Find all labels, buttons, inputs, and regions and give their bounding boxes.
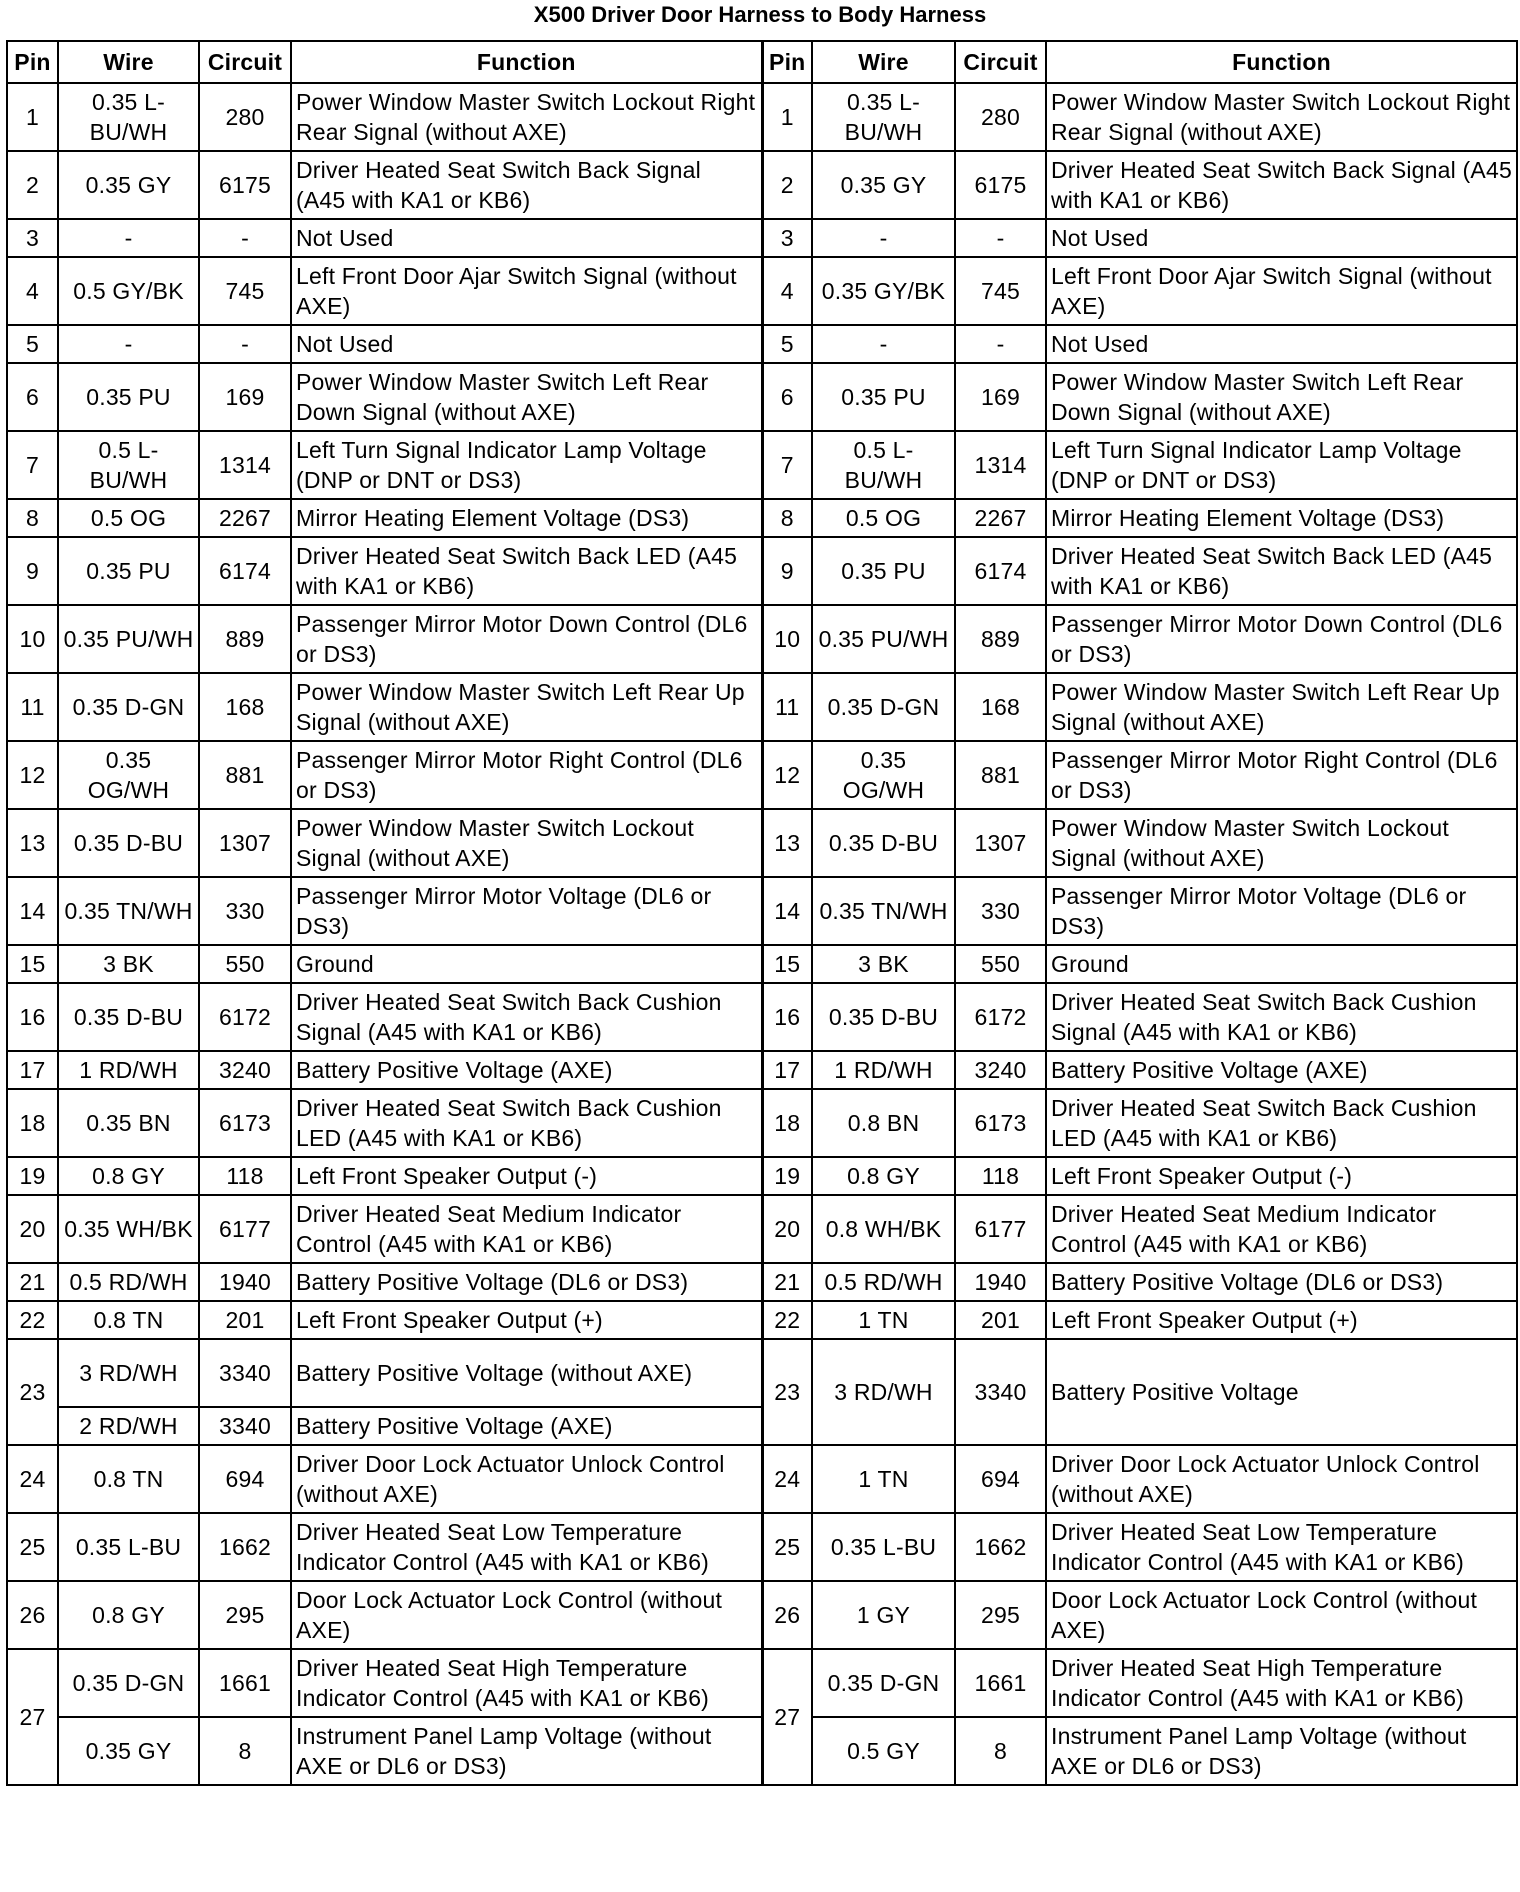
circuit-cell: 6172	[199, 983, 291, 1051]
wire-cell: 0.35 L-BU/WH	[812, 83, 955, 151]
pin-cell: 4	[762, 257, 812, 325]
circuit-cell: 295	[199, 1581, 291, 1649]
pin-cell: 18	[762, 1089, 812, 1157]
table-row	[7, 1051, 1517, 1089]
wire-cell: 0.35 GY/BK	[812, 257, 955, 325]
circuit-cell: 694	[199, 1445, 291, 1513]
pin-cell: 23	[7, 1339, 58, 1445]
function-cell: Battery Positive Voltage (AXE)	[291, 1407, 762, 1445]
function-cell: Left Turn Signal Indicator Lamp Voltage (DNP or DNT or DS3)	[291, 431, 762, 499]
circuit-cell: 1661	[955, 1649, 1046, 1717]
wire-cell: 0.35 BN	[58, 1089, 199, 1157]
function-cell: Passenger Mirror Motor Right Control (DL6 or DS3)	[1046, 741, 1517, 809]
pin-cell: 2	[7, 151, 58, 219]
function-cell: Left Front Speaker Output (+)	[1046, 1301, 1517, 1339]
circuit-cell: 8	[199, 1717, 291, 1785]
pin-cell: 22	[7, 1301, 58, 1339]
circuit-cell: 694	[955, 1445, 1046, 1513]
circuit-cell: 118	[199, 1157, 291, 1195]
function-cell: Driver Heated Seat Switch Back Cushion Signal (A45 with KA1 or KB6)	[1046, 983, 1517, 1051]
wire-cell: 0.5 L-BU/WH	[812, 431, 955, 499]
wire-cell: 0.35 D-GN	[812, 673, 955, 741]
table-row	[7, 499, 1517, 537]
pin-cell: 10	[762, 605, 812, 673]
pin-cell: 17	[762, 1051, 812, 1089]
wire-cell: 0.35 GY	[58, 151, 199, 219]
circuit-cell: 118	[955, 1157, 1046, 1195]
circuit-cell: 550	[199, 945, 291, 983]
function-cell: Mirror Heating Element Voltage (DS3)	[291, 499, 762, 537]
function-cell: Driver Heated Seat Medium Indicator Control (A45 with KA1 or KB6)	[1046, 1195, 1517, 1263]
table-row	[7, 431, 1517, 499]
table-row	[7, 945, 1517, 983]
circuit-cell: 1940	[955, 1263, 1046, 1301]
header-pin: Pin	[7, 41, 58, 83]
header-function: Function	[291, 41, 762, 83]
function-cell: Not Used	[1046, 325, 1517, 363]
function-cell: Left Front Speaker Output (-)	[1046, 1157, 1517, 1195]
table-row	[7, 1339, 1517, 1407]
function-cell: Driver Heated Seat Low Temperature Indicator Control (A45 with KA1 or KB6)	[291, 1513, 762, 1581]
wire-cell: 0.8 GY	[812, 1157, 955, 1195]
circuit-cell: 1940	[199, 1263, 291, 1301]
pin-cell: 3	[7, 219, 58, 257]
wire-cell: 0.5 RD/WH	[58, 1263, 199, 1301]
function-cell: Not Used	[291, 325, 762, 363]
header-pin: Pin	[762, 41, 812, 83]
harness-pinout-table	[6, 40, 1518, 1786]
table-row	[7, 363, 1517, 431]
table-row	[7, 1581, 1517, 1649]
wire-cell: 3 RD/WH	[58, 1339, 199, 1407]
wire-cell: 0.35 D-BU	[58, 809, 199, 877]
pin-cell: 24	[762, 1445, 812, 1513]
circuit-cell: 169	[199, 363, 291, 431]
function-cell: Driver Heated Seat Switch Back Cushion Signal (A45 with KA1 or KB6)	[291, 983, 762, 1051]
function-cell: Driver Door Lock Actuator Unlock Control (without AXE)	[1046, 1445, 1517, 1513]
circuit-cell: 3340	[955, 1339, 1046, 1445]
circuit-cell: 6174	[955, 537, 1046, 605]
circuit-cell: 1307	[955, 809, 1046, 877]
circuit-cell: 2267	[955, 499, 1046, 537]
wire-cell: -	[58, 219, 199, 257]
table-row	[7, 741, 1517, 809]
function-cell: Driver Heated Seat Low Temperature Indicator Control (A45 with KA1 or KB6)	[1046, 1513, 1517, 1581]
wire-cell: 0.5 GY	[812, 1717, 955, 1785]
wire-cell: 0.35 L-BU	[58, 1513, 199, 1581]
pin-cell: 24	[7, 1445, 58, 1513]
wire-cell: 2 RD/WH	[58, 1407, 199, 1445]
circuit-cell: 1662	[955, 1513, 1046, 1581]
pin-cell: 9	[762, 537, 812, 605]
function-cell: Power Window Master Switch Left Rear Up Signal (without AXE)	[291, 673, 762, 741]
wire-cell: 0.35 L-BU	[812, 1513, 955, 1581]
pin-cell: 23	[762, 1339, 812, 1445]
function-cell: Power Window Master Switch Lockout Signal (without AXE)	[291, 809, 762, 877]
table-row	[7, 1445, 1517, 1513]
circuit-cell: -	[199, 219, 291, 257]
pin-cell: 21	[762, 1263, 812, 1301]
circuit-cell: 1661	[199, 1649, 291, 1717]
wire-cell: 0.35 D-GN	[812, 1649, 955, 1717]
wire-cell: 0.8 TN	[58, 1445, 199, 1513]
function-cell: Door Lock Actuator Lock Control (without AXE)	[291, 1581, 762, 1649]
table-row	[7, 809, 1517, 877]
circuit-cell: 6175	[955, 151, 1046, 219]
circuit-cell: 8	[955, 1717, 1046, 1785]
circuit-cell: 2267	[199, 499, 291, 537]
function-cell: Battery Positive Voltage (AXE)	[1046, 1051, 1517, 1089]
wire-cell: 0.35 D-BU	[58, 983, 199, 1051]
table-row	[7, 83, 1517, 151]
function-cell: Left Front Speaker Output (+)	[291, 1301, 762, 1339]
wire-cell: 3 BK	[812, 945, 955, 983]
wire-cell: 0.35 PU	[58, 537, 199, 605]
wire-cell: 0.8 TN	[58, 1301, 199, 1339]
pin-cell: 20	[7, 1195, 58, 1263]
function-cell: Passenger Mirror Motor Voltage (DL6 or DS3)	[291, 877, 762, 945]
wire-cell: 0.5 OG	[58, 499, 199, 537]
wire-cell: 0.35 D-GN	[58, 1649, 199, 1717]
function-cell: Power Window Master Switch Lockout Signal (without AXE)	[1046, 809, 1517, 877]
pin-cell: 19	[762, 1157, 812, 1195]
table-row	[7, 673, 1517, 741]
table-row	[7, 605, 1517, 673]
function-cell: Left Turn Signal Indicator Lamp Voltage (DNP or DNT or DS3)	[1046, 431, 1517, 499]
function-cell: Power Window Master Switch Left Rear Up Signal (without AXE)	[1046, 673, 1517, 741]
function-cell: Driver Door Lock Actuator Unlock Control (without AXE)	[291, 1445, 762, 1513]
table-row	[7, 877, 1517, 945]
circuit-cell: 881	[199, 741, 291, 809]
circuit-cell: 6173	[955, 1089, 1046, 1157]
header-circuit: Circuit	[955, 41, 1046, 83]
wire-cell: -	[812, 325, 955, 363]
wire-cell: 0.35 PU/WH	[812, 605, 955, 673]
table-row	[7, 537, 1517, 605]
function-cell: Door Lock Actuator Lock Control (without AXE)	[1046, 1581, 1517, 1649]
wire-cell: 1 RD/WH	[812, 1051, 955, 1089]
wire-cell: 0.5 GY/BK	[58, 257, 199, 325]
function-cell: Driver Heated Seat High Temperature Indicator Control (A45 with KA1 or KB6)	[1046, 1649, 1517, 1717]
wire-cell: 0.35 PU	[58, 363, 199, 431]
circuit-cell: 745	[955, 257, 1046, 325]
wire-cell: 1 RD/WH	[58, 1051, 199, 1089]
wire-cell: 0.8 BN	[812, 1089, 955, 1157]
header-function: Function	[1046, 41, 1517, 83]
circuit-cell: 6177	[955, 1195, 1046, 1263]
pin-cell: 10	[7, 605, 58, 673]
pin-cell: 18	[7, 1089, 58, 1157]
pin-cell: 19	[7, 1157, 58, 1195]
wire-cell: 0.35 PU	[812, 363, 955, 431]
table-row	[7, 1157, 1517, 1195]
circuit-cell: 1314	[955, 431, 1046, 499]
wire-cell: 3 BK	[58, 945, 199, 983]
circuit-cell: 1307	[199, 809, 291, 877]
circuit-cell: 889	[199, 605, 291, 673]
circuit-cell: 3340	[199, 1407, 291, 1445]
circuit-cell: 201	[199, 1301, 291, 1339]
pin-cell: 15	[762, 945, 812, 983]
function-cell: Driver Heated Seat Medium Indicator Control (A45 with KA1 or KB6)	[291, 1195, 762, 1263]
circuit-cell: 1662	[199, 1513, 291, 1581]
pin-cell: 12	[762, 741, 812, 809]
function-cell: Not Used	[1046, 219, 1517, 257]
function-cell: Battery Positive Voltage (without AXE)	[291, 1339, 762, 1407]
circuit-cell: 6177	[199, 1195, 291, 1263]
wire-cell: 0.8 GY	[58, 1157, 199, 1195]
circuit-cell: 1314	[199, 431, 291, 499]
pin-cell: 7	[7, 431, 58, 499]
circuit-cell: 6174	[199, 537, 291, 605]
circuit-cell: 6172	[955, 983, 1046, 1051]
circuit-cell: 280	[199, 83, 291, 151]
function-cell: Passenger Mirror Motor Down Control (DL6 or DS3)	[1046, 605, 1517, 673]
wire-cell: 0.8 WH/BK	[812, 1195, 955, 1263]
wire-cell: 1 GY	[812, 1581, 955, 1649]
circuit-cell: 3240	[955, 1051, 1046, 1089]
function-cell: Power Window Master Switch Left Rear Down Signal (without AXE)	[1046, 363, 1517, 431]
function-cell: Driver Heated Seat Switch Back LED (A45 with KA1 or KB6)	[1046, 537, 1517, 605]
pin-cell: 26	[762, 1581, 812, 1649]
function-cell: Power Window Master Switch Lockout Right Rear Signal (without AXE)	[1046, 83, 1517, 151]
function-cell: Driver Heated Seat High Temperature Indicator Control (A45 with KA1 or KB6)	[291, 1649, 762, 1717]
header-row	[7, 41, 1517, 83]
pin-cell: 22	[762, 1301, 812, 1339]
pin-cell: 16	[762, 983, 812, 1051]
pin-cell: 3	[762, 219, 812, 257]
table-row	[7, 1301, 1517, 1339]
table-title: X500 Driver Door Harness to Body Harness	[533, 2, 987, 27]
function-cell: Passenger Mirror Motor Right Control (DL6 or DS3)	[291, 741, 762, 809]
wire-cell: 0.35 GY	[58, 1717, 199, 1785]
pin-cell: 8	[7, 499, 58, 537]
wire-cell: 3 RD/WH	[812, 1339, 955, 1445]
function-cell: Ground	[1046, 945, 1517, 983]
circuit-cell: 168	[199, 673, 291, 741]
function-cell: Left Front Door Ajar Switch Signal (without AXE)	[1046, 257, 1517, 325]
pin-cell: 4	[7, 257, 58, 325]
wire-cell: 0.35 OG/WH	[58, 741, 199, 809]
pin-cell: 17	[7, 1051, 58, 1089]
circuit-cell: 169	[955, 363, 1046, 431]
function-cell: Left Front Door Ajar Switch Signal (without AXE)	[291, 257, 762, 325]
wire-cell: 0.5 OG	[812, 499, 955, 537]
circuit-cell: 550	[955, 945, 1046, 983]
wire-cell: 0.35 OG/WH	[812, 741, 955, 809]
table-row	[7, 219, 1517, 257]
function-cell: Power Window Master Switch Left Rear Down Signal (without AXE)	[291, 363, 762, 431]
wire-cell: 0.35 L-BU/WH	[58, 83, 199, 151]
function-cell: Ground	[291, 945, 762, 983]
wire-cell: 0.5 RD/WH	[812, 1263, 955, 1301]
circuit-cell: 330	[199, 877, 291, 945]
circuit-cell: 280	[955, 83, 1046, 151]
pin-cell: 13	[7, 809, 58, 877]
function-cell: Battery Positive Voltage (AXE)	[291, 1051, 762, 1089]
pin-cell: 9	[7, 537, 58, 605]
wire-cell: 1 TN	[812, 1445, 955, 1513]
header-wire: Wire	[58, 41, 199, 83]
circuit-cell: 201	[955, 1301, 1046, 1339]
wire-cell: 0.35 TN/WH	[812, 877, 955, 945]
header-wire: Wire	[812, 41, 955, 83]
pin-cell: 8	[762, 499, 812, 537]
pin-cell: 2	[762, 151, 812, 219]
function-cell: Not Used	[291, 219, 762, 257]
function-cell: Passenger Mirror Motor Voltage (DL6 or DS3)	[1046, 877, 1517, 945]
wire-cell: -	[812, 219, 955, 257]
pin-cell: 14	[7, 877, 58, 945]
function-cell: Passenger Mirror Motor Down Control (DL6 or DS3)	[291, 605, 762, 673]
wire-cell: 0.5 L-BU/WH	[58, 431, 199, 499]
wire-cell: 0.35 D-BU	[812, 983, 955, 1051]
pin-cell: 11	[762, 673, 812, 741]
circuit-cell: -	[955, 219, 1046, 257]
function-cell: Driver Heated Seat Switch Back Signal (A45 with KA1 or KB6)	[1046, 151, 1517, 219]
wire-cell: 0.8 GY	[58, 1581, 199, 1649]
circuit-cell: 330	[955, 877, 1046, 945]
pin-cell: 1	[762, 83, 812, 151]
table-row	[7, 257, 1517, 325]
pin-cell: 16	[7, 983, 58, 1051]
wire-cell: 0.35 TN/WH	[58, 877, 199, 945]
wire-cell: 0.35 D-GN	[58, 673, 199, 741]
wire-cell: 0.35 PU	[812, 537, 955, 605]
pin-cell: 6	[7, 363, 58, 431]
circuit-cell: -	[955, 325, 1046, 363]
pin-cell: 12	[7, 741, 58, 809]
circuit-cell: 745	[199, 257, 291, 325]
circuit-cell: 881	[955, 741, 1046, 809]
function-cell: Instrument Panel Lamp Voltage (without AXE or DL6 or DS3)	[1046, 1717, 1517, 1785]
table-row	[7, 1263, 1517, 1301]
wire-cell: 0.35 GY	[812, 151, 955, 219]
pin-cell: 6	[762, 363, 812, 431]
function-cell: Driver Heated Seat Switch Back LED (A45 with KA1 or KB6)	[291, 537, 762, 605]
pin-cell: 13	[762, 809, 812, 877]
table-row	[7, 983, 1517, 1051]
function-cell: Battery Positive Voltage (DL6 or DS3)	[1046, 1263, 1517, 1301]
wire-cell: -	[58, 325, 199, 363]
function-cell: Left Front Speaker Output (-)	[291, 1157, 762, 1195]
circuit-cell: 889	[955, 605, 1046, 673]
circuit-cell: 295	[955, 1581, 1046, 1649]
pin-cell: 15	[7, 945, 58, 983]
pin-cell: 14	[762, 877, 812, 945]
pin-cell: 5	[7, 325, 58, 363]
pin-cell: 5	[762, 325, 812, 363]
function-cell: Instrument Panel Lamp Voltage (without AXE or DL6 or DS3)	[291, 1717, 762, 1785]
pin-cell: 7	[762, 431, 812, 499]
wire-cell: 0.35 D-BU	[812, 809, 955, 877]
pin-cell: 11	[7, 673, 58, 741]
table-row	[7, 1649, 1517, 1717]
pin-cell: 1	[7, 83, 58, 151]
circuit-cell: 168	[955, 673, 1046, 741]
wire-cell: 1 TN	[812, 1301, 955, 1339]
wire-cell: 0.35 PU/WH	[58, 605, 199, 673]
circuit-cell: 6173	[199, 1089, 291, 1157]
header-circuit: Circuit	[199, 41, 291, 83]
function-cell: Driver Heated Seat Switch Back Signal (A45 with KA1 or KB6)	[291, 151, 762, 219]
function-cell: Mirror Heating Element Voltage (DS3)	[1046, 499, 1517, 537]
pin-cell: 26	[7, 1581, 58, 1649]
function-cell: Battery Positive Voltage (DL6 or DS3)	[291, 1263, 762, 1301]
table-row	[7, 1195, 1517, 1263]
table-row	[7, 151, 1517, 219]
table-row	[7, 1089, 1517, 1157]
table-row	[7, 1513, 1517, 1581]
table-body	[7, 83, 1517, 1785]
pin-cell: 27	[7, 1649, 58, 1785]
function-cell: Driver Heated Seat Switch Back Cushion LED (A45 with KA1 or KB6)	[291, 1089, 762, 1157]
wire-cell: 0.35 WH/BK	[58, 1195, 199, 1263]
circuit-cell: 3340	[199, 1339, 291, 1407]
circuit-cell: -	[199, 325, 291, 363]
function-cell: Driver Heated Seat Switch Back Cushion LED (A45 with KA1 or KB6)	[1046, 1089, 1517, 1157]
function-cell: Power Window Master Switch Lockout Right Rear Signal (without AXE)	[291, 83, 762, 151]
circuit-cell: 6175	[199, 151, 291, 219]
pin-cell: 21	[7, 1263, 58, 1301]
pin-cell: 25	[7, 1513, 58, 1581]
pin-cell: 27	[762, 1649, 812, 1785]
function-cell: Battery Positive Voltage	[1046, 1339, 1517, 1445]
circuit-cell: 3240	[199, 1051, 291, 1089]
pin-cell: 20	[762, 1195, 812, 1263]
pin-cell: 25	[762, 1513, 812, 1581]
table-row	[7, 325, 1517, 363]
